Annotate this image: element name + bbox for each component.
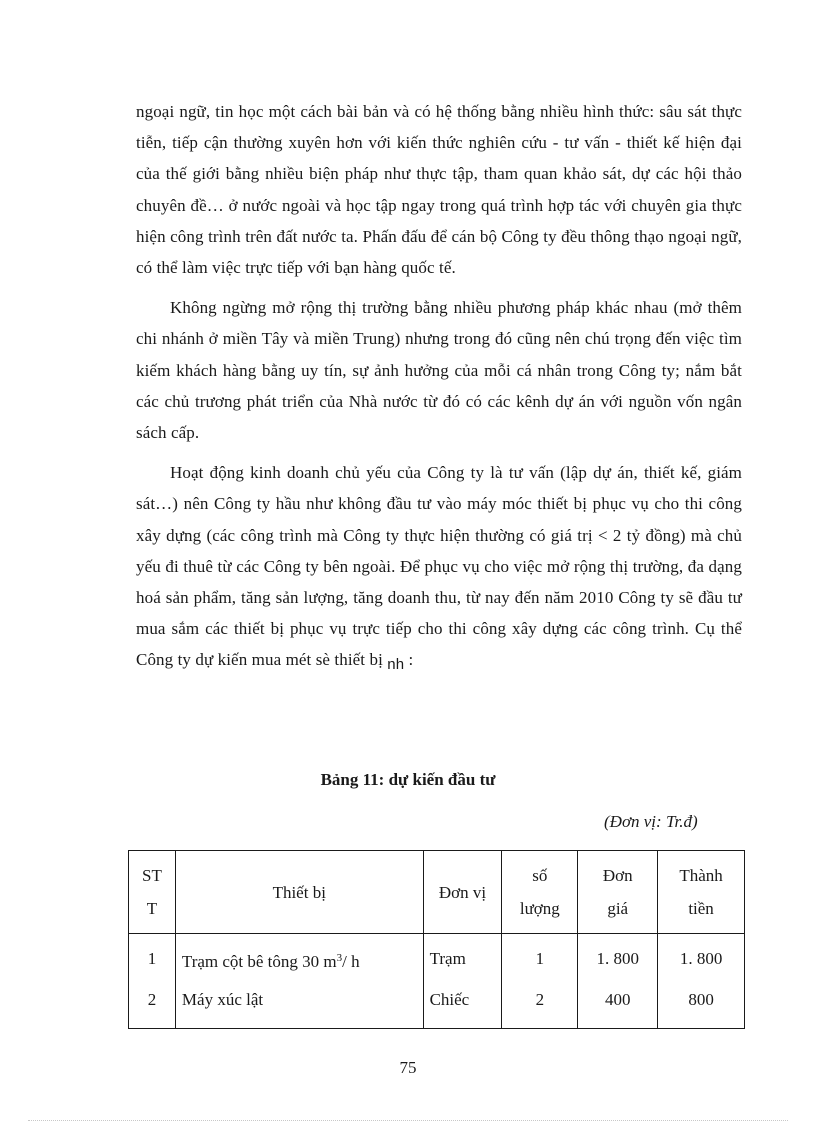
header-quantity-line-1: số (532, 866, 548, 885)
row-2-total: 800 (688, 990, 714, 1009)
header-stt-line-2: T (146, 899, 158, 918)
header-total-line-2: tiền (688, 899, 714, 918)
cell-device (175, 934, 423, 1029)
header-unit-price-line-1: Đơn (602, 866, 633, 885)
row-1-device-text: Trạm cột bê tông 30 m (181, 952, 337, 971)
header-total-line-1: Thành (679, 866, 723, 885)
header-device: Thiết bị (175, 851, 423, 934)
row-1-stt: 1 (147, 949, 157, 968)
table-title: Bảng 11: dự kiến đầu tư (320, 770, 496, 789)
header-stt (129, 851, 176, 934)
row-1-total: 1. 800 (679, 949, 723, 968)
header-quantity-line-2: lượng (519, 899, 560, 918)
row-1-unit-price: 1. 800 (596, 949, 639, 968)
page-number: 75 (399, 1058, 417, 1077)
header-quantity (502, 851, 578, 934)
row-1-quantity: 1 (535, 949, 545, 968)
header-unit-price-line-2: giá (607, 899, 629, 918)
paragraph-3 (136, 457, 742, 676)
header-unit: Đơn vị (423, 851, 502, 934)
paragraph-3-small-text: nh (387, 656, 405, 674)
paragraph-1: ngoại ngữ, tin học một cách bài bản và có hệ thống bằng nhiều hình thức: sâu sát thực tiễn, tiếp cận thường xuyên hơn với kiến thức nghiên cứu - tư vấn - thiết kế hiện đại của thế giới bằng nhiều biện pháp như thực tập, tham quan khảo sát, dự các hội thảo chuyên đề… ở nước ngoài và học tập ngay trong quá trình hợp tác với chuyên gia thực hiện công trình trên đất nước ta. Phấn đấu để cán bộ Công ty đều thông thạo ngoại ngữ, có thể làm việc trực tiếp với bạn hàng quốc tế. (136, 102, 742, 278)
unit-note: (Đơn vị: Tr.đ) (604, 812, 698, 831)
table-body-row (129, 934, 745, 1029)
paragraph-3-colon: : (404, 650, 414, 670)
row-2-unit-price: 400 (604, 990, 631, 1009)
footer-divider (28, 1120, 788, 1121)
header-unit-price (578, 851, 658, 934)
investment-table (128, 850, 745, 1029)
paragraph-3-text: Hoạt động kinh doanh chủ yếu của Công ty là tư vấn (lập dự án, thiết kế, giám sát…) nên Công ty hầu như không đầu tư vào máy móc thiết bị phục vụ cho thi công xây dựng (các công trình mà Công ty thực hiện thường có giá trị < 2 tỷ đồng) mà chủ yếu đi thuê từ các Công ty bên ngoài. Để phục vụ cho việc mở rộng thị trường, đa dạng hoá sản phẩm, tăng sản lượng, tăng doanh thu, từ nay đến năm 2010 Công ty sẽ đầu tư mua sắm các thiết bị phục vụ trực tiếp cho thi công xây dựng các công trình. Cụ thể Công ty dự kiến mua mét sè thiết bị (136, 463, 742, 670)
cell-unit (423, 934, 502, 1029)
header-stt-line-1: ST (142, 866, 162, 885)
row-1-device-sup: 3 (336, 952, 343, 964)
table-header-row (129, 851, 745, 934)
body-text (136, 96, 742, 686)
row-1-unit: Trạm (429, 949, 466, 968)
header-total (658, 851, 745, 934)
paragraph-2: Không ngừng mở rộng thị trường bằng nhiều phương pháp khác nhau (mở thêm chi nhánh ở miền Tây và miền Trung) nhưng trong đó cũng nên chú trọng đến việc tìm kiếm khách hàng bằng uy tín, sự ảnh hưởng của mỗi cá nhân trong Công ty; nắm bắt các chủ trương phát triển của Nhà nước từ đó có các kênh dự án với nguồn vốn ngân sách cấp. (136, 298, 742, 443)
row-2-stt: 2 (147, 990, 157, 1009)
row-2-device: Máy xúc lật (181, 990, 264, 1009)
cell-quantity (502, 934, 578, 1029)
row-1-device-suffix: / h (342, 952, 360, 971)
row-1-device (182, 938, 417, 979)
row-2-quantity: 2 (535, 990, 545, 1009)
cell-unit-price (578, 934, 658, 1029)
row-2-unit: Chiếc (429, 990, 470, 1009)
cell-total (658, 934, 745, 1029)
cell-stt (129, 934, 176, 1029)
